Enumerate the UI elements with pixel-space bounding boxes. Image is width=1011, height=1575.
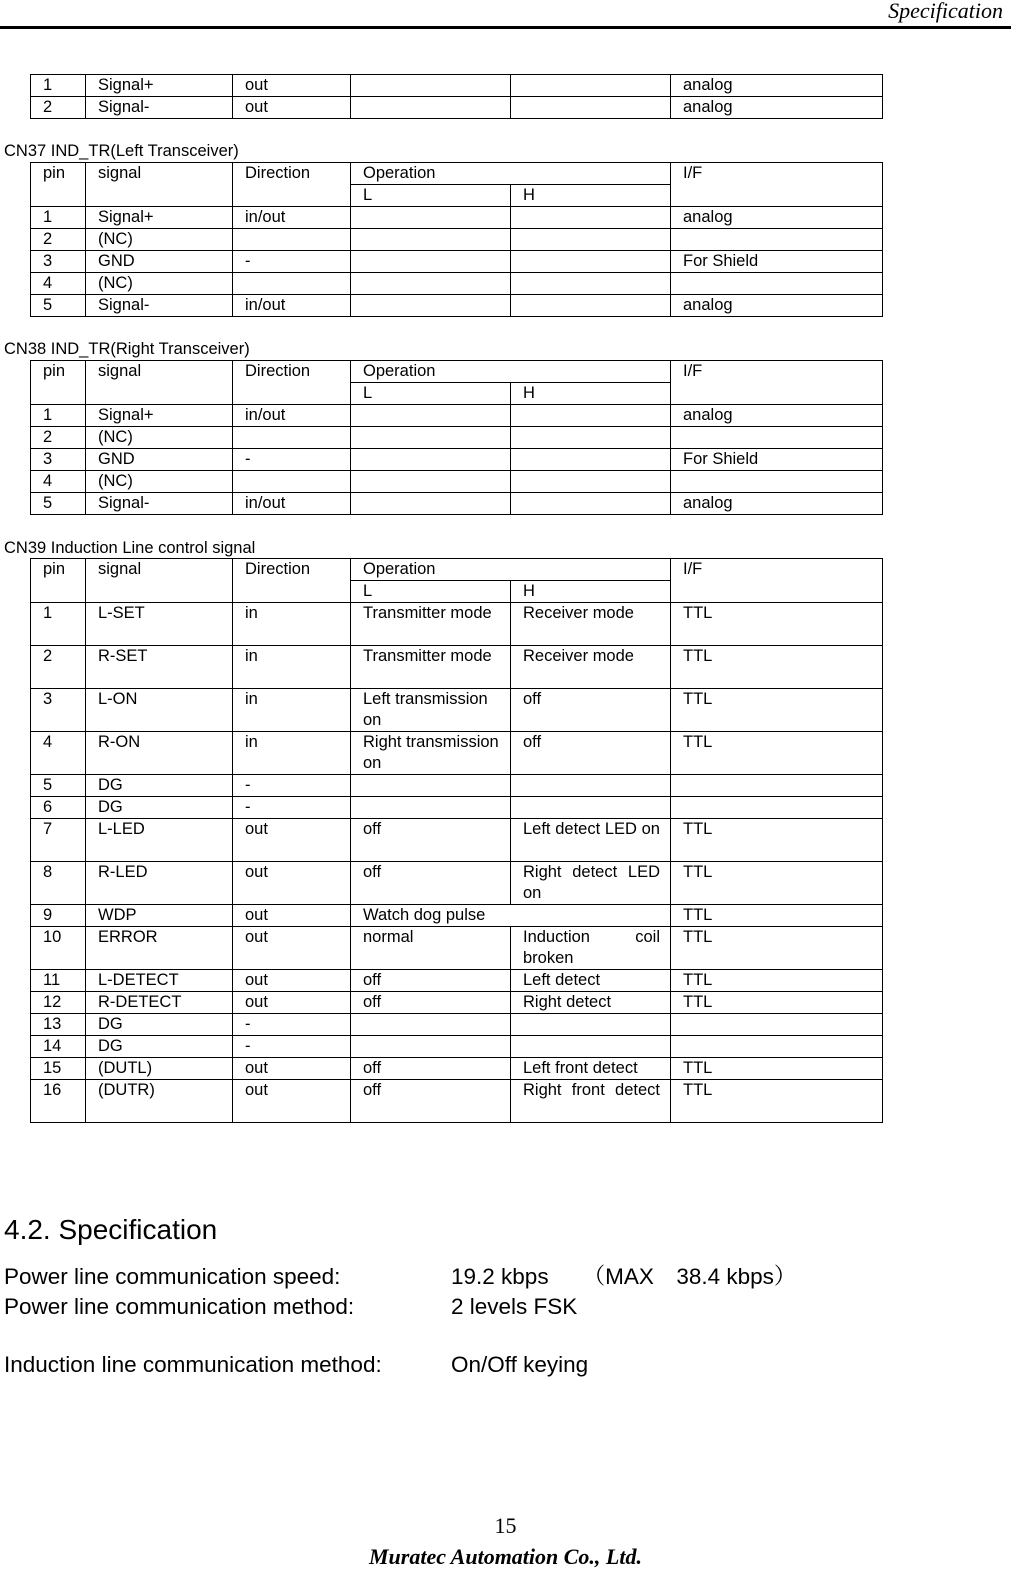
table-row (31, 927, 883, 970)
table-row (31, 427, 883, 449)
table-row (31, 732, 883, 775)
operation-l-cell (351, 251, 511, 273)
cn37-table (30, 162, 883, 317)
cn39-caption: CN39 Induction Line control signal (4, 539, 256, 557)
table-row (31, 493, 883, 515)
if-cell: TTL (671, 689, 883, 732)
operation-l-cell (351, 775, 511, 797)
signal-cell: WDP (86, 905, 233, 927)
table-row (31, 273, 883, 295)
direction-cell: out (233, 905, 351, 927)
if-cell: analog (671, 97, 883, 119)
signal-cell: GND (86, 449, 233, 471)
signal-cell: L-LED (86, 819, 233, 862)
if-cell: TTL (671, 862, 883, 905)
if-cell: TTL (671, 1058, 883, 1080)
pin-cell: 3 (31, 251, 86, 273)
operation-h-cell: Right front detect (511, 1080, 671, 1123)
if-cell: TTL (671, 992, 883, 1014)
direction-cell: in/out (233, 207, 351, 229)
signal-cell: (NC) (86, 471, 233, 493)
direction-cell: - (233, 797, 351, 819)
header-if: I/F (671, 361, 883, 405)
direction-cell: in (233, 603, 351, 646)
header-pin: pin (31, 559, 86, 603)
pin-cell: 14 (31, 1036, 86, 1058)
operation-l-cell: Watch dog pulse (351, 905, 671, 927)
operation-l-cell (351, 405, 511, 427)
pin-cell: 1 (31, 405, 86, 427)
table-row (31, 405, 883, 427)
header-title: Specification (888, 0, 1003, 23)
operation-l-cell (351, 97, 511, 119)
cn37-caption: CN37 IND_TR(Left Transceiver) (4, 142, 239, 160)
direction-cell: out (233, 970, 351, 992)
if-cell (671, 229, 883, 251)
header-direction: Direction (233, 361, 351, 405)
header-operation: Operation (351, 559, 671, 581)
table-row (31, 75, 883, 97)
pin-cell: 10 (31, 927, 86, 970)
operation-l-cell (351, 229, 511, 251)
header-l: L (351, 383, 511, 405)
operation-h-cell (511, 75, 671, 97)
direction-cell: in (233, 646, 351, 689)
header-pin: pin (31, 361, 86, 405)
table-row (31, 1058, 883, 1080)
table-row (31, 295, 883, 317)
direction-cell: out (233, 819, 351, 862)
if-cell: TTL (671, 732, 883, 775)
operation-h-cell (511, 273, 671, 295)
if-cell (671, 273, 883, 295)
direction-cell: - (233, 1014, 351, 1036)
operation-h-cell (511, 797, 671, 819)
spec-note: （MAX 38.4 kbps） (582, 1264, 797, 1289)
signal-cell: R-LED (86, 862, 233, 905)
operation-l-cell (351, 295, 511, 317)
operation-l-cell (351, 207, 511, 229)
cn38-table (30, 360, 883, 515)
pin-cell: 12 (31, 992, 86, 1014)
operation-h-cell: Receiver mode (511, 646, 671, 689)
if-cell: analog (671, 295, 883, 317)
spec-item (4, 1351, 588, 1379)
if-cell: analog (671, 75, 883, 97)
operation-h-cell (511, 229, 671, 251)
table-row (31, 471, 883, 493)
signal-cell: (DUTR) (86, 1080, 233, 1123)
operation-l-cell (351, 449, 511, 471)
direction-cell: out (233, 992, 351, 1014)
signal-cell: Signal+ (86, 75, 233, 97)
table-row (31, 797, 883, 819)
signal-cell: Signal- (86, 493, 233, 515)
header-direction: Direction (233, 163, 351, 207)
spec-item (4, 1293, 577, 1321)
operation-h-cell: Left detect (511, 970, 671, 992)
pin-cell: 15 (31, 1058, 86, 1080)
header-h: H (511, 383, 671, 405)
header-l: L (351, 581, 511, 603)
operation-l-cell (351, 273, 511, 295)
operation-h-cell (511, 775, 671, 797)
section-number: 4.2. (4, 1214, 51, 1245)
signal-cell: Signal- (86, 295, 233, 317)
pin-cell: 2 (31, 646, 86, 689)
direction-cell: out (233, 1058, 351, 1080)
table-row (31, 646, 883, 689)
direction-cell: out (233, 862, 351, 905)
header-signal: signal (86, 559, 233, 603)
section-heading (4, 1213, 217, 1247)
header-operation: Operation (351, 163, 671, 185)
pin-cell: 9 (31, 905, 86, 927)
header-if: I/F (671, 163, 883, 207)
pin-cell: 4 (31, 471, 86, 493)
table-row (31, 449, 883, 471)
operation-h-cell (511, 295, 671, 317)
if-cell: TTL (671, 819, 883, 862)
page-number: 15 (494, 1513, 517, 1538)
if-cell: For Shield (671, 449, 883, 471)
operation-h-cell: Receiver mode (511, 603, 671, 646)
table-row (31, 229, 883, 251)
signal-cell: DG (86, 1014, 233, 1036)
pin-cell: 5 (31, 493, 86, 515)
signal-cell: GND (86, 251, 233, 273)
header-signal: signal (86, 361, 233, 405)
operation-l-cell: Transmitter mode (351, 646, 511, 689)
direction-cell: - (233, 251, 351, 273)
signal-cell: ERROR (86, 927, 233, 970)
direction-cell: in (233, 732, 351, 775)
operation-l-cell (351, 427, 511, 449)
signal-cell: Signal+ (86, 405, 233, 427)
if-cell: TTL (671, 970, 883, 992)
pin-cell: 16 (31, 1080, 86, 1123)
operation-l-cell (351, 75, 511, 97)
cn38-caption: CN38 IND_TR(Right Transceiver) (4, 340, 250, 358)
spec-value: On/Off keying (451, 1352, 589, 1377)
signal-cell: Signal+ (86, 207, 233, 229)
signal-cell: (NC) (86, 273, 233, 295)
signal-cell: (NC) (86, 229, 233, 251)
direction-cell: in/out (233, 405, 351, 427)
operation-h-cell: off (511, 689, 671, 732)
operation-h-cell (511, 427, 671, 449)
table-row (31, 970, 883, 992)
operation-h-cell (511, 1036, 671, 1058)
direction-cell (233, 471, 351, 493)
if-cell (671, 775, 883, 797)
table-row (31, 1014, 883, 1036)
if-cell (671, 1036, 883, 1058)
direction-cell (233, 229, 351, 251)
operation-h-cell: Left detect LED on (511, 819, 671, 862)
operation-h-cell: Left front detect (511, 1058, 671, 1080)
operation-l-cell (351, 493, 511, 515)
if-cell (671, 427, 883, 449)
operation-l-cell (351, 471, 511, 493)
signal-cell: L-SET (86, 603, 233, 646)
pin-cell: 4 (31, 273, 86, 295)
pin-cell: 5 (31, 295, 86, 317)
pin-cell: 6 (31, 797, 86, 819)
if-cell: For Shield (671, 251, 883, 273)
header-direction: Direction (233, 559, 351, 603)
pin-cell: 3 (31, 689, 86, 732)
header-if: I/F (671, 559, 883, 603)
operation-l-cell (351, 1014, 511, 1036)
spec-value: 2 levels FSK (451, 1294, 578, 1319)
spec-value: 19.2 kbps (451, 1264, 549, 1289)
table-row (31, 819, 883, 862)
pin-cell: 13 (31, 1014, 86, 1036)
pin-cell: 4 (31, 732, 86, 775)
operation-h-cell (511, 97, 671, 119)
operation-l-cell: Left transmission on (351, 689, 511, 732)
pin-cell: 2 (31, 427, 86, 449)
direction-cell: out (233, 927, 351, 970)
cn39-table (30, 558, 883, 1123)
header-rule (0, 26, 1011, 29)
if-cell: TTL (671, 927, 883, 970)
table-row (31, 603, 883, 646)
if-cell (671, 471, 883, 493)
operation-h-cell (511, 251, 671, 273)
pin-cell: 11 (31, 970, 86, 992)
operation-l-cell: off (351, 1080, 511, 1123)
header-signal: signal (86, 163, 233, 207)
signal-cell: R-SET (86, 646, 233, 689)
direction-cell (233, 427, 351, 449)
table-row (31, 689, 883, 732)
operation-h-cell (511, 471, 671, 493)
operation-h-cell (511, 207, 671, 229)
pin-cell: 5 (31, 775, 86, 797)
operation-h-cell (511, 405, 671, 427)
if-cell: analog (671, 207, 883, 229)
spec-label: Power line communication method: (4, 1294, 355, 1319)
operation-h-cell: Right detect LED on (511, 862, 671, 905)
signal-cell: L-DETECT (86, 970, 233, 992)
header-pin: pin (31, 163, 86, 207)
table-row (31, 1080, 883, 1123)
spec-item (4, 1263, 796, 1291)
signal-cell: DG (86, 1036, 233, 1058)
direction-cell: out (233, 97, 351, 119)
section-title: Specification (58, 1214, 218, 1245)
pin-cell: 2 (31, 229, 86, 251)
header-h: H (511, 185, 671, 207)
direction-cell: - (233, 775, 351, 797)
signal-cell: L-ON (86, 689, 233, 732)
operation-l-cell: off (351, 992, 511, 1014)
table-row (31, 97, 883, 119)
pin-cell: 1 (31, 207, 86, 229)
operation-l-cell: Transmitter mode (351, 603, 511, 646)
direction-cell: in/out (233, 295, 351, 317)
operation-l-cell: normal (351, 927, 511, 970)
pin-cell: 1 (31, 603, 86, 646)
direction-cell: in (233, 689, 351, 732)
table-row (31, 1036, 883, 1058)
operation-l-cell: Right transmission on (351, 732, 511, 775)
spec-label: Induction line communication method: (4, 1352, 382, 1377)
operation-l-cell: off (351, 970, 511, 992)
spec-label: Power line communication speed: (4, 1264, 341, 1289)
operation-h-cell (511, 493, 671, 515)
if-cell: TTL (671, 603, 883, 646)
if-cell (671, 797, 883, 819)
signal-cell: DG (86, 775, 233, 797)
if-cell: TTL (671, 646, 883, 689)
signal-cell: (DUTL) (86, 1058, 233, 1080)
continued-pin-table (30, 74, 883, 119)
pin-cell: 8 (31, 862, 86, 905)
table-row (31, 862, 883, 905)
operation-h-cell: off (511, 732, 671, 775)
footer-company: Muratec Automation Co., Ltd. (368, 1544, 642, 1569)
pin-cell: 1 (31, 75, 86, 97)
table-row (31, 251, 883, 273)
pin-cell: 2 (31, 97, 86, 119)
pin-cell: 7 (31, 819, 86, 862)
header-operation: Operation (351, 361, 671, 383)
operation-l-cell: off (351, 1058, 511, 1080)
operation-l-cell (351, 797, 511, 819)
direction-cell (233, 273, 351, 295)
if-cell: analog (671, 493, 883, 515)
operation-h-cell: Right detect (511, 992, 671, 1014)
operation-h-cell (511, 1014, 671, 1036)
pin-cell: 3 (31, 449, 86, 471)
operation-h-cell (511, 449, 671, 471)
table-row (31, 992, 883, 1014)
direction-cell: - (233, 449, 351, 471)
table-row (31, 207, 883, 229)
header-h: H (511, 581, 671, 603)
table-row (31, 775, 883, 797)
direction-cell: - (233, 1036, 351, 1058)
if-cell: TTL (671, 1080, 883, 1123)
operation-l-cell: off (351, 862, 511, 905)
if-cell: analog (671, 405, 883, 427)
direction-cell: in/out (233, 493, 351, 515)
signal-cell: Signal- (86, 97, 233, 119)
signal-cell: DG (86, 797, 233, 819)
direction-cell: out (233, 1080, 351, 1123)
operation-h-cell: Induction coil broken (511, 927, 671, 970)
if-cell (671, 1014, 883, 1036)
signal-cell: R-DETECT (86, 992, 233, 1014)
if-cell: TTL (671, 905, 883, 927)
operation-l-cell: off (351, 819, 511, 862)
table-row (31, 905, 883, 927)
operation-l-cell (351, 1036, 511, 1058)
signal-cell: R-ON (86, 732, 233, 775)
direction-cell: out (233, 75, 351, 97)
header-l: L (351, 185, 511, 207)
signal-cell: (NC) (86, 427, 233, 449)
